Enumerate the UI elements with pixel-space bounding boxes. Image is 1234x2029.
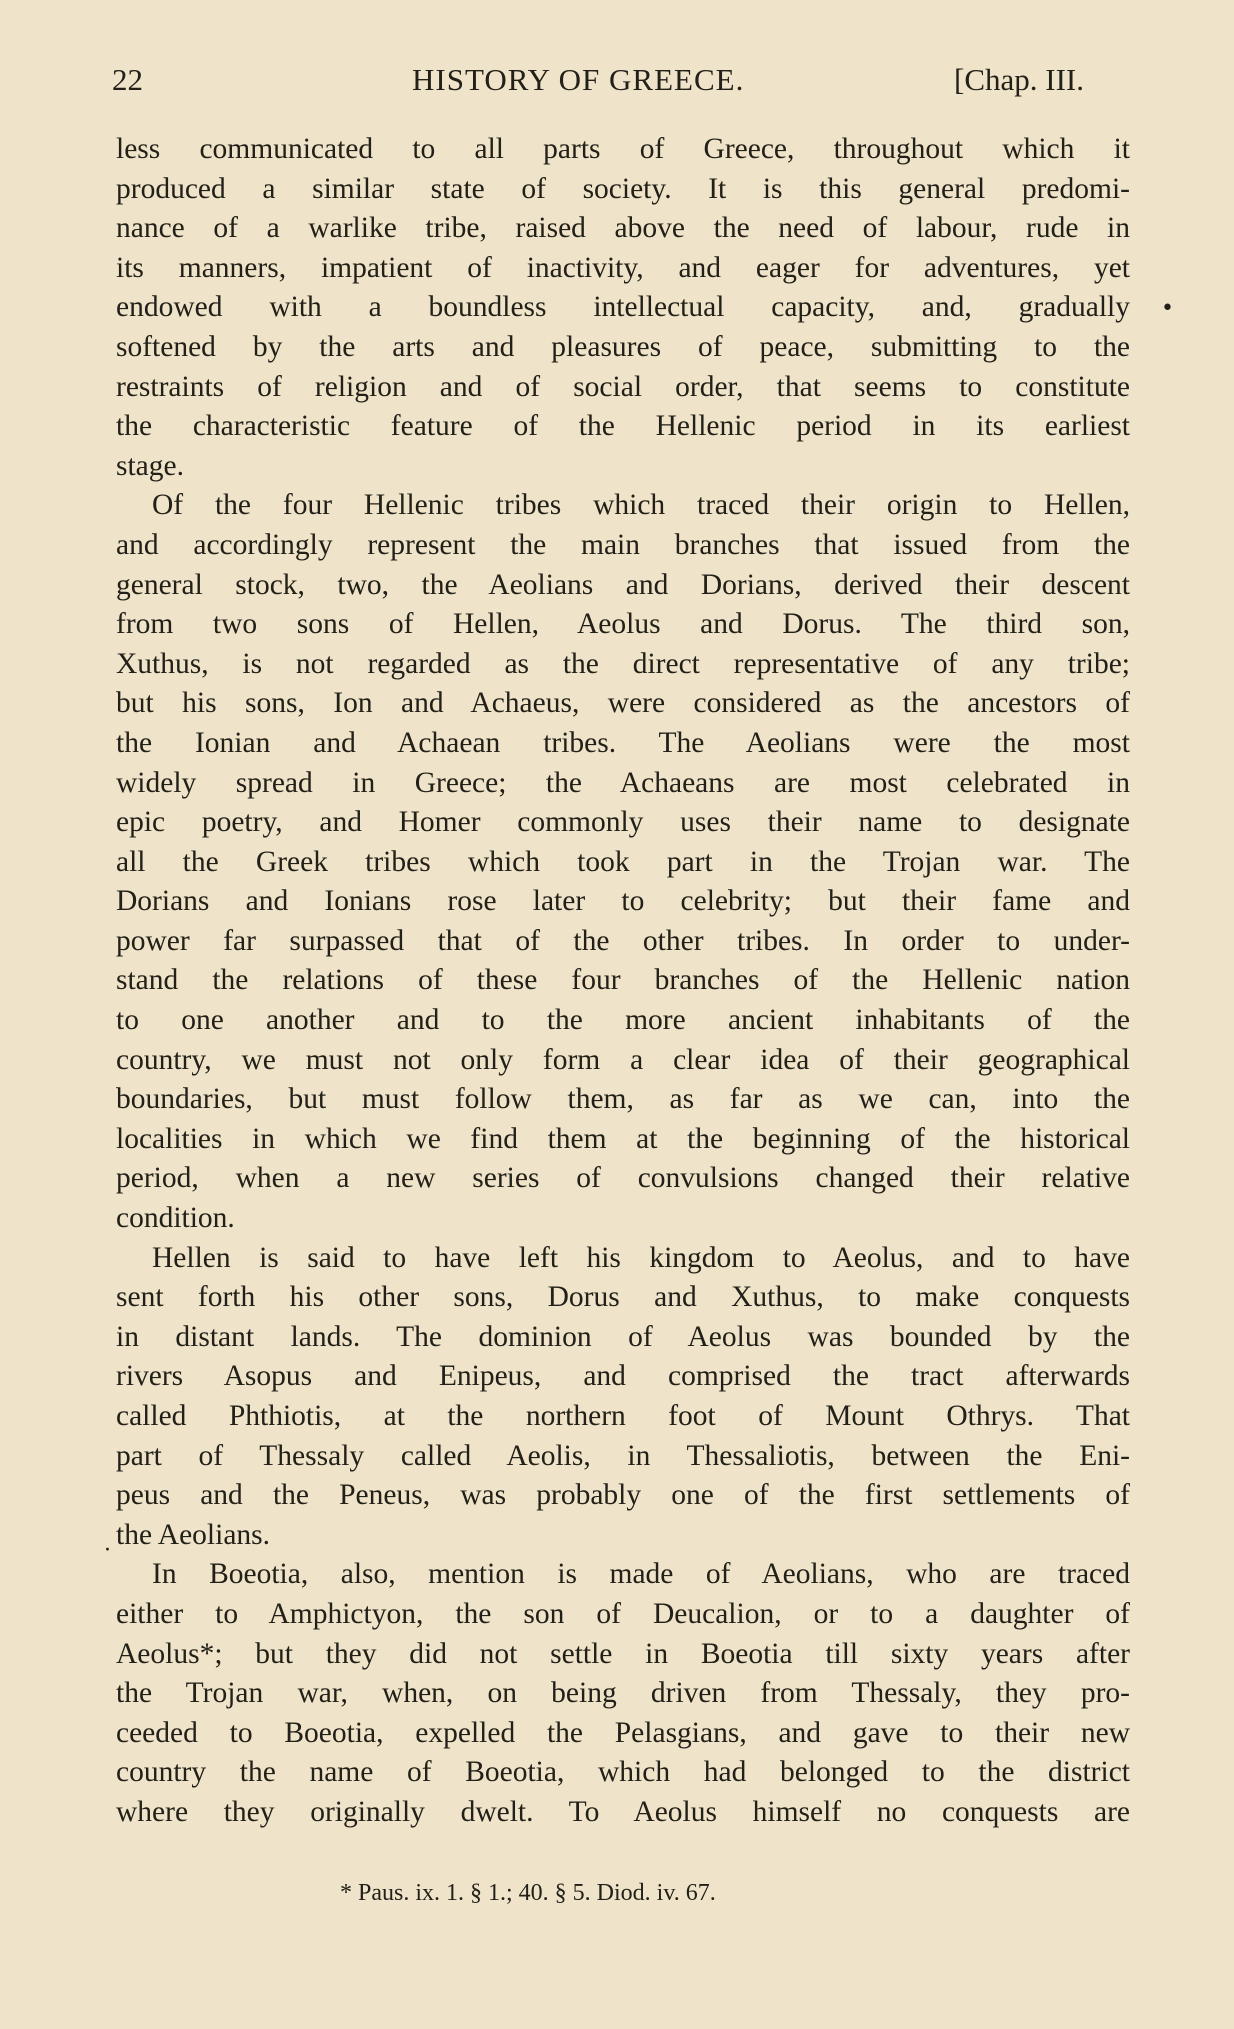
paragraph-start: Of the four Hellenic tribes which traced their origin to Hellen,	[152, 489, 1130, 522]
page-number: 22	[112, 62, 143, 97]
text-line: restraints of religion and of social order, that seems to constitute	[116, 370, 1130, 403]
text-line: its manners, impatient of inactivity, and eager for adventures, yet	[116, 251, 1130, 284]
footnote: * Paus. ix. 1. § 1.; 40. § 5. Diod. iv. 67.	[340, 1880, 716, 1906]
text-line: either to Amphictyon, the son of Deucalion, or to a daughter of	[116, 1597, 1130, 1630]
text-line: and accordingly represent the main branches that issued from the	[116, 528, 1130, 561]
text-line: endowed with a boundless intellectual capacity, and, gradually	[116, 291, 1130, 324]
text-line: epic poetry, and Homer commonly uses their name to designate	[116, 806, 1130, 839]
chapter-label: [Chap. III.	[954, 62, 1084, 97]
text-line: stand the relations of these four branches of the Hellenic nation	[116, 964, 1130, 997]
text-line: stage.	[116, 449, 184, 482]
text-line: but his sons, Ion and Achaeus, were considered as the ancestors of	[116, 687, 1130, 720]
text-line: called Phthiotis, at the northern foot of Mount Othrys. That	[116, 1400, 1130, 1432]
text-line: Xuthus, is not regarded as the direct representative of any tribe;	[116, 647, 1130, 680]
text-line: from two sons of Hellen, Aeolus and Dorus. The third son,	[116, 608, 1130, 641]
text-line: peus and the Peneus, was probably one of the first settlements of	[116, 1479, 1130, 1512]
text-line: the characteristic feature of the Hellenic period in its earliest	[116, 410, 1130, 443]
text-line: sent forth his other sons, Dorus and Xuthus, to make conquests	[116, 1281, 1130, 1314]
text-line: all the Greek tribes which took part in the Trojan war. The	[116, 845, 1130, 878]
text-line: condition.	[116, 1202, 235, 1235]
body-text	[116, 130, 1130, 1833]
text-line: where they originally dwelt. To Aeolus himself no conquests are	[116, 1795, 1130, 1828]
margin-dot: •	[1161, 296, 1174, 321]
text-line: country the name of Boeotia, which had belonged to the district	[116, 1756, 1130, 1789]
text-line: to one another and to the more ancient inhabitants of the	[116, 1004, 1130, 1037]
text-line: softened by the arts and pleasures of peace, submitting to the	[116, 330, 1130, 363]
text-line: period, when a new series of convulsions changed their relative	[116, 1162, 1130, 1195]
text-line: the Trojan war, when, on being driven from Thessaly, they pro-	[116, 1677, 1130, 1710]
text-line: rivers Asopus and Enipeus, and comprised the tract afterwards	[116, 1360, 1130, 1393]
text-line: the Ionian and Achaean tribes. The Aeolians were the most	[116, 726, 1130, 759]
paragraph-start: In Boeotia, also, mention is made of Aeolians, who are traced	[152, 1558, 1130, 1591]
text-line: widely spread in Greece; the Achaeans are most celebrated in	[116, 766, 1130, 799]
running-title: HISTORY OF GREECE.	[412, 62, 745, 97]
text-line: boundaries, but must follow them, as far as we can, into the	[116, 1083, 1130, 1116]
paragraph-start: Hellen is said to have left his kingdom to Aeolus, and to have	[152, 1241, 1130, 1274]
text-line: country, we must not only form a clear idea of their geographical	[116, 1043, 1130, 1076]
text-line: general stock, two, the Aeolians and Dorians, derived their descent	[116, 568, 1130, 601]
text-line: Aeolus*; but they did not settle in Boeotia till sixty years after	[116, 1637, 1130, 1670]
text-line: the Aeolians.	[116, 1518, 271, 1551]
text-line: power far surpassed that of the other tribes. In order to under-	[116, 924, 1130, 957]
text-line: Dorians and Ionians rose later to celebrity; but their fame and	[116, 885, 1130, 918]
text-line: in distant lands. The dominion of Aeolus was bounded by the	[116, 1320, 1130, 1353]
text-line: less communicated to all parts of Greece, throughout which it	[116, 133, 1130, 165]
text-line: produced a similar state of society. It is this general predomi-	[116, 172, 1130, 205]
text-line: part of Thessaly called Aeolis, in Thessaliotis, between the Eni-	[116, 1439, 1130, 1472]
text-line: ceeded to Boeotia, expelled the Pelasgians, and gave to their new	[116, 1716, 1130, 1749]
margin-dot: ·	[104, 1538, 111, 1563]
text-line: nance of a warlike tribe, raised above the need of labour, rude in	[116, 212, 1130, 245]
running-header	[112, 62, 1112, 102]
text-line: localities in which we find them at the beginning of the historical	[116, 1122, 1130, 1155]
